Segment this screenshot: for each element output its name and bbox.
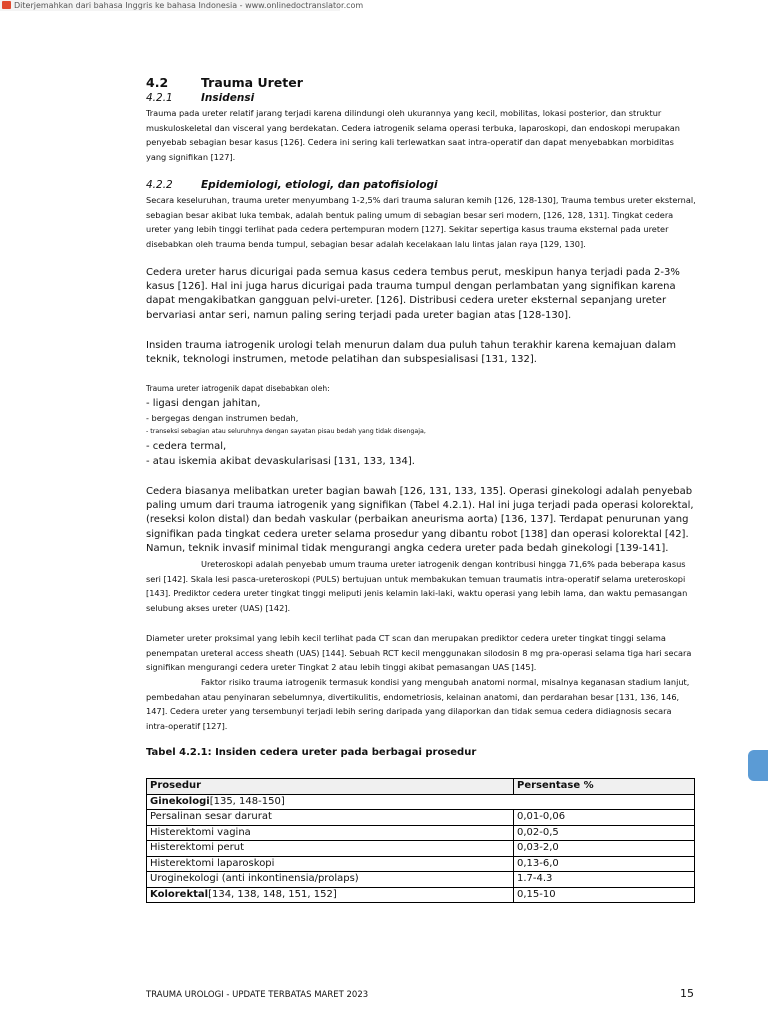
section-heading — [146, 75, 696, 90]
banner-text: Diterjemahkan dari bahasa Inggris ke bahasa Indonesia - www.onlinedoctranslator.com — [14, 1, 364, 10]
group-label: Ginekologi — [150, 795, 210, 807]
list-item: - ligasi dengan jahitan, — [146, 398, 261, 409]
paragraph-risk-factors: Faktor risiko trauma iatrogenik termasuk kondisi yang mengubah anatomi normal, misalnya keganasan stadium lanjut, pembedahan atau penyinaran sebelumnya, divertikulitis, endometriosis, kelainan anatomi, dan perdarahan besar [131, 136, 146, 147]. Cedera ureter yang tersembunyi terjadi lebih sering daripada yang dilaporkan dan tidak semua cedera didiagnosis secara intra-operatif [127]. — [146, 677, 690, 731]
list-item: - atau iskemia akibat devaskularisasi [131, 133, 134]. — [146, 456, 415, 467]
page-footer: TRAUMA UROLOGI - UPDATE TERBATAS MARET 2023 — [146, 990, 369, 1000]
group-refs: [135, 148-150] — [209, 795, 285, 807]
table-cell-procedure: Histerektomi perut — [147, 841, 514, 857]
table-group-row — [147, 794, 695, 810]
table-row — [147, 841, 695, 857]
list-item: - bergegas dengan instrumen bedah, — [146, 413, 299, 423]
paragraph-iatrogenic-incidence: Insiden trauma iatrogenik urologi telah menurun dalam dua puluh tahun terakhir karena kemajuan dalam teknik, teknologi instrumen, metode pelatihan dan subspesialisasi [131, 132]. — [146, 340, 676, 366]
table-cell-percent: 0,02-0,5 — [514, 825, 695, 841]
subsection-heading-insidensi — [146, 92, 696, 104]
subsection-title: Epidemiologi, etiologi, dan patofisiologi — [201, 179, 438, 191]
page-number: 15 — [680, 987, 694, 1000]
list-intro: Trauma ureter iatrogenik dapat disebabkan oleh: — [146, 384, 330, 393]
table-title: Tabel 4.2.1: Insiden cedera ureter pada berbagai prosedur — [146, 747, 477, 758]
group-refs: [134, 138, 148, 151, 152] — [208, 888, 337, 900]
paragraph-ureteroscopy: Ureteroskopi adalah penyebab umum trauma ureter iatrogenik dengan kontribusi hingga 71,6% pada beberapa kasus seri [142]. Skala lesi pasca-ureteroskopi (PULS) bertujuan untuk membakukan temuan traumatis intra-operatif selama ureteroskopi [143]. Prediktor cedera ureter tingkat tinggi meliputi jenis kelamin laki-laki, waktu operasi yang lebih lama, dan waktu pemasangan selubung akses ureter (UAS) [142]. — [146, 559, 688, 613]
cause-list — [146, 382, 696, 469]
table-header-cell: Prosedur — [147, 779, 514, 795]
section-number: 4.2 — [146, 75, 169, 90]
table-cell-procedure: Persalinan sesar darurat — [147, 810, 514, 826]
subsection-number: 4.2.1 — [146, 92, 173, 104]
table-cell-percent: 0,15-10 — [514, 887, 695, 903]
table-group-cell — [147, 887, 514, 903]
subsection-title: Insidensi — [201, 92, 255, 104]
table-cell-procedure: Histerektomi laparoskopi — [147, 856, 514, 872]
paragraph-suspicion: Cedera ureter harus dicurigai pada semua kasus cedera tembus perut, meskipun hanya terjadi pada 2-3% kasus [126]. Hal ini juga harus dicurigai pada trauma tumpul dengan perlambatan yang signifikan karena dapat mengakibatkan gangguan pelvi-ureter. [126]. Distribusi cedera ureter eksternal sepanjang ureter bervariasi antar seri, namun paling sering terjadi pada ureter bagian atas [128-130]. — [146, 267, 680, 321]
subsection-heading-epidemiologi — [146, 179, 696, 191]
table-group-cell — [147, 794, 695, 810]
document-translate-icon — [2, 1, 11, 9]
table-group-row — [147, 887, 695, 903]
table-cell-percent: 1.7-4.3 — [514, 872, 695, 888]
table-row — [147, 872, 695, 888]
table-cell-percent: 0,01-0,06 — [514, 810, 695, 826]
table-cell-procedure: Uroginekologi (anti inkontinensia/prolaps) — [147, 872, 514, 888]
table-row — [147, 856, 695, 872]
table-row — [147, 825, 695, 841]
section-title: Trauma Ureter — [201, 75, 303, 90]
subsection-number: 4.2.2 — [146, 179, 173, 191]
side-panel-tab[interactable] — [748, 750, 768, 781]
paragraph-lower-ureter: Cedera biasanya melibatkan ureter bagian bawah [126, 131, 133, 135]. Operasi ginekologi adalah penyebab paling umum dari trauma iatrogenik yang signifikan (Tabel 4.2.1). Hal ini juga terjadi pada operasi kolorektal, (reseksi kolon distal) dan bedah vaskular (perbaikan aneurisma aorta) [136, 137]. Terdapat penurunan yang signifikan pada tingkat cedera ureter selama prosedur yang dibantu robot [138] dan operasi kolorektal [42]. Namun, teknik invasif minimal tidak mengurangi angka cedera ureter pada bedah ginekologi [139-141]. — [146, 486, 694, 554]
table-header-cell: Persentase % — [514, 779, 695, 795]
list-item: - cedera termal, — [146, 441, 227, 452]
table-header-row — [147, 779, 695, 795]
paragraph-ureter-diameter: Diameter ureter proksimal yang lebih kecil terlihat pada CT scan dan merupakan prediktor cedera ureter tingkat tinggi selama penempatan ureteral access sheath (UAS) [144]. Sebuah RCT kecil menggunakan silodosin 8 mg pra-operasi selama tiga hari secara signifikan mengurangi cedera ureter Tingkat 2 atau lebih tinggi akibat pemasangan UAS [145]. — [146, 633, 692, 672]
list-item: - transeksi sebagian atau seluruhnya dengan sayatan pisau bedah yang tidak disengaja, — [146, 428, 426, 435]
table-row — [147, 810, 695, 826]
incidence-table — [146, 778, 695, 903]
table-cell-percent: 0,13-6,0 — [514, 856, 695, 872]
translation-banner[interactable] — [0, 0, 364, 11]
table-cell-procedure: Histerektomi vagina — [147, 825, 514, 841]
paragraph-insidensi: Trauma pada ureter relatif jarang terjadi karena dilindungi oleh ukurannya yang kecil, mobilitas, lokasi posterior, dan struktur muskuloskeletal dan visceral yang berdekatan. Cedera iatrogenik selama operasi terbuka, laparoskopi, dan endoskopi merupakan penyebab sebagian besar kasus [126]. Cedera ini sering kali terlewatkan saat intra-operatif dan dapat menyebabkan morbiditas yang signifikan [127]. — [146, 108, 680, 162]
table-cell-percent: 0,03-2,0 — [514, 841, 695, 857]
group-label: Kolorektal — [150, 888, 209, 900]
paragraph-epidemiologi: Secara keseluruhan, trauma ureter menyumbang 1-2,5% dari trauma saluran kemih [126, 128-130], Trauma tembus ureter eksternal, sebagian besar akibat luka tembak, adalah bentuk paling umum di sebagian besar seri modern, [126, 128, 131]. Tingkat cedera ureter yang lebih tinggi terlihat pada cedera pertempuran modern [127]. Sekitar sepertiga kasus trauma eksternal pada ureter disebabkan oleh trauma benda tumpul, sebagian besar adalah kecelakaan lalu lintas jalan raya [129, 130]. — [146, 195, 696, 249]
